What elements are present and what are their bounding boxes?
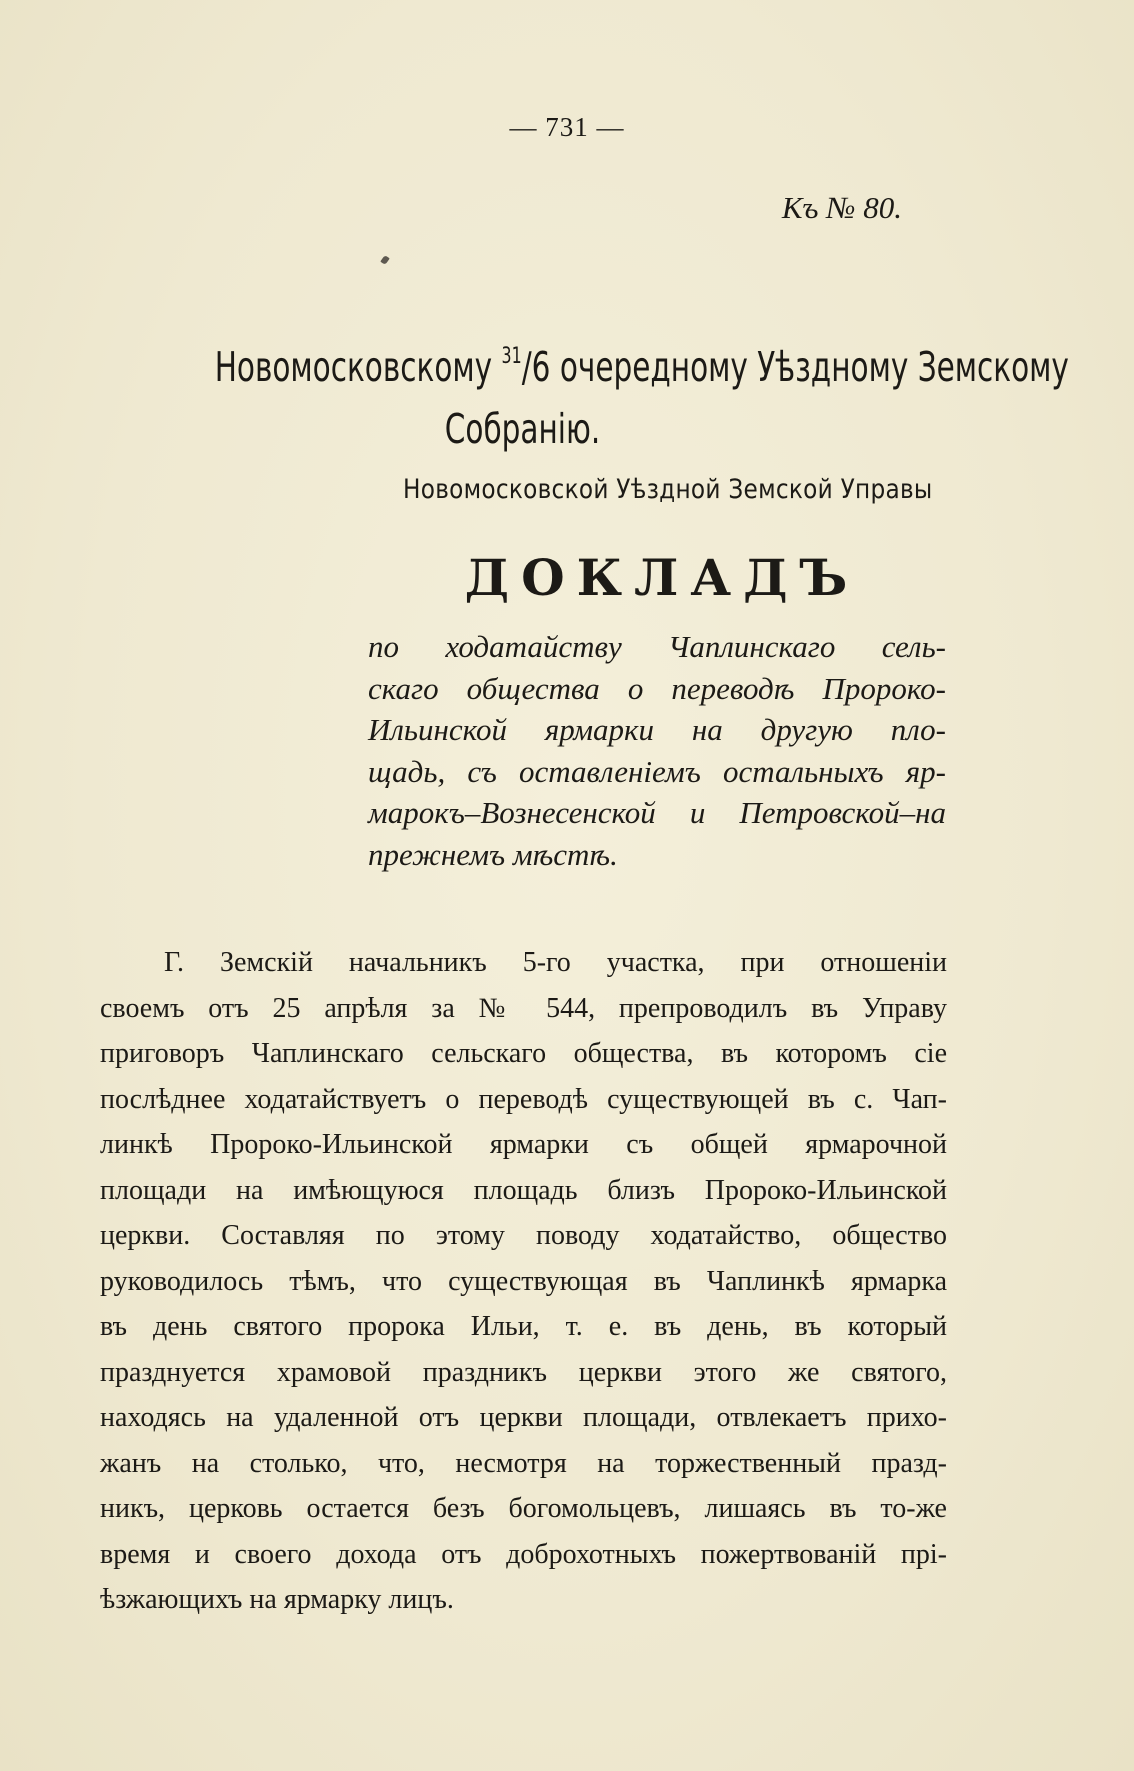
subject-paragraph (368, 626, 946, 875)
addressee-line-2: Собранію. (444, 405, 601, 453)
subject-line: марокъ–Вознесенской и Петровской–на (368, 795, 946, 830)
body-line: празднуется храмовой праздникъ церкви этого же святого, (100, 1356, 947, 1388)
body-line: жанъ на столько, что, несмотря на торжественный празд- (100, 1447, 947, 1479)
subject-line: по ходатайству Чаплинскаго сель- (368, 629, 946, 664)
body-line: руководилось тѣмъ, что существующая въ Чаплинкѣ ярмарка (100, 1265, 947, 1297)
body-line: ѣзжающихъ на ярмарку лицъ. (100, 1584, 454, 1615)
body-line: никъ, церковь остается безъ богомольцевъ, лишаясь въ то-же (100, 1493, 947, 1524)
body-line: время и своего дохода отъ доброхотныхъ пожертвованій прі- (100, 1538, 947, 1570)
body-line: находясь на удаленной отъ церкви площади, отвлекаетъ прихо- (100, 1402, 947, 1433)
session-number-sup: 31 (501, 344, 522, 369)
subject-line: Ильинской ярмарки на другую пло- (368, 712, 946, 747)
body-line: своемъ отъ 25 апрѣля за № 544, препроводилъ въ Управу (100, 992, 947, 1024)
body-line: линкѣ Пророко-Ильинской ярмарки съ общей ярмарочной (100, 1129, 947, 1160)
reference-number: Къ № 80. (781, 190, 902, 225)
session-number-rest: /6 (521, 343, 551, 391)
addressee-line-1 (214, 326, 1069, 398)
body-line: Г. Земскій начальникъ 5-го участка, при отношеніи (164, 947, 947, 978)
document-title: ДОКЛАДЪ (464, 548, 860, 607)
addressee-heading (214, 326, 1069, 460)
issuer-heading: Новомосковской Уѣздной Земской Управы (403, 474, 933, 505)
body-line: церкви. Составляя по этому поводу ходатайство, общество (100, 1220, 947, 1251)
body-paragraph (100, 940, 947, 1623)
ink-spot (380, 255, 390, 265)
addressee-rest: очередному Уѣздному Земскому (559, 343, 1069, 391)
page-number: — 731 — (509, 112, 625, 142)
body-line: площади на имѣющуюся площадь близъ Пророко-Ильинской (100, 1174, 947, 1206)
subject-line: прежнемъ мѣстѣ. (368, 836, 618, 872)
body-line: приговоръ Чаплинскаго сельскаго общества, въ которомъ сіе (100, 1038, 947, 1069)
body-line: въ день святого пророка Ильи, т. е. въ день, въ который (100, 1311, 947, 1342)
subject-line: щадь, съ оставленіемъ остальныхъ яр- (368, 753, 946, 789)
subject-line: скаго общества о переводѣ Пророко- (368, 670, 946, 706)
body-line: послѣднее ходатайствуетъ о переводѣ существующей въ с. Чап- (100, 1083, 947, 1115)
addressee-name: Новомосковскому (214, 343, 493, 391)
